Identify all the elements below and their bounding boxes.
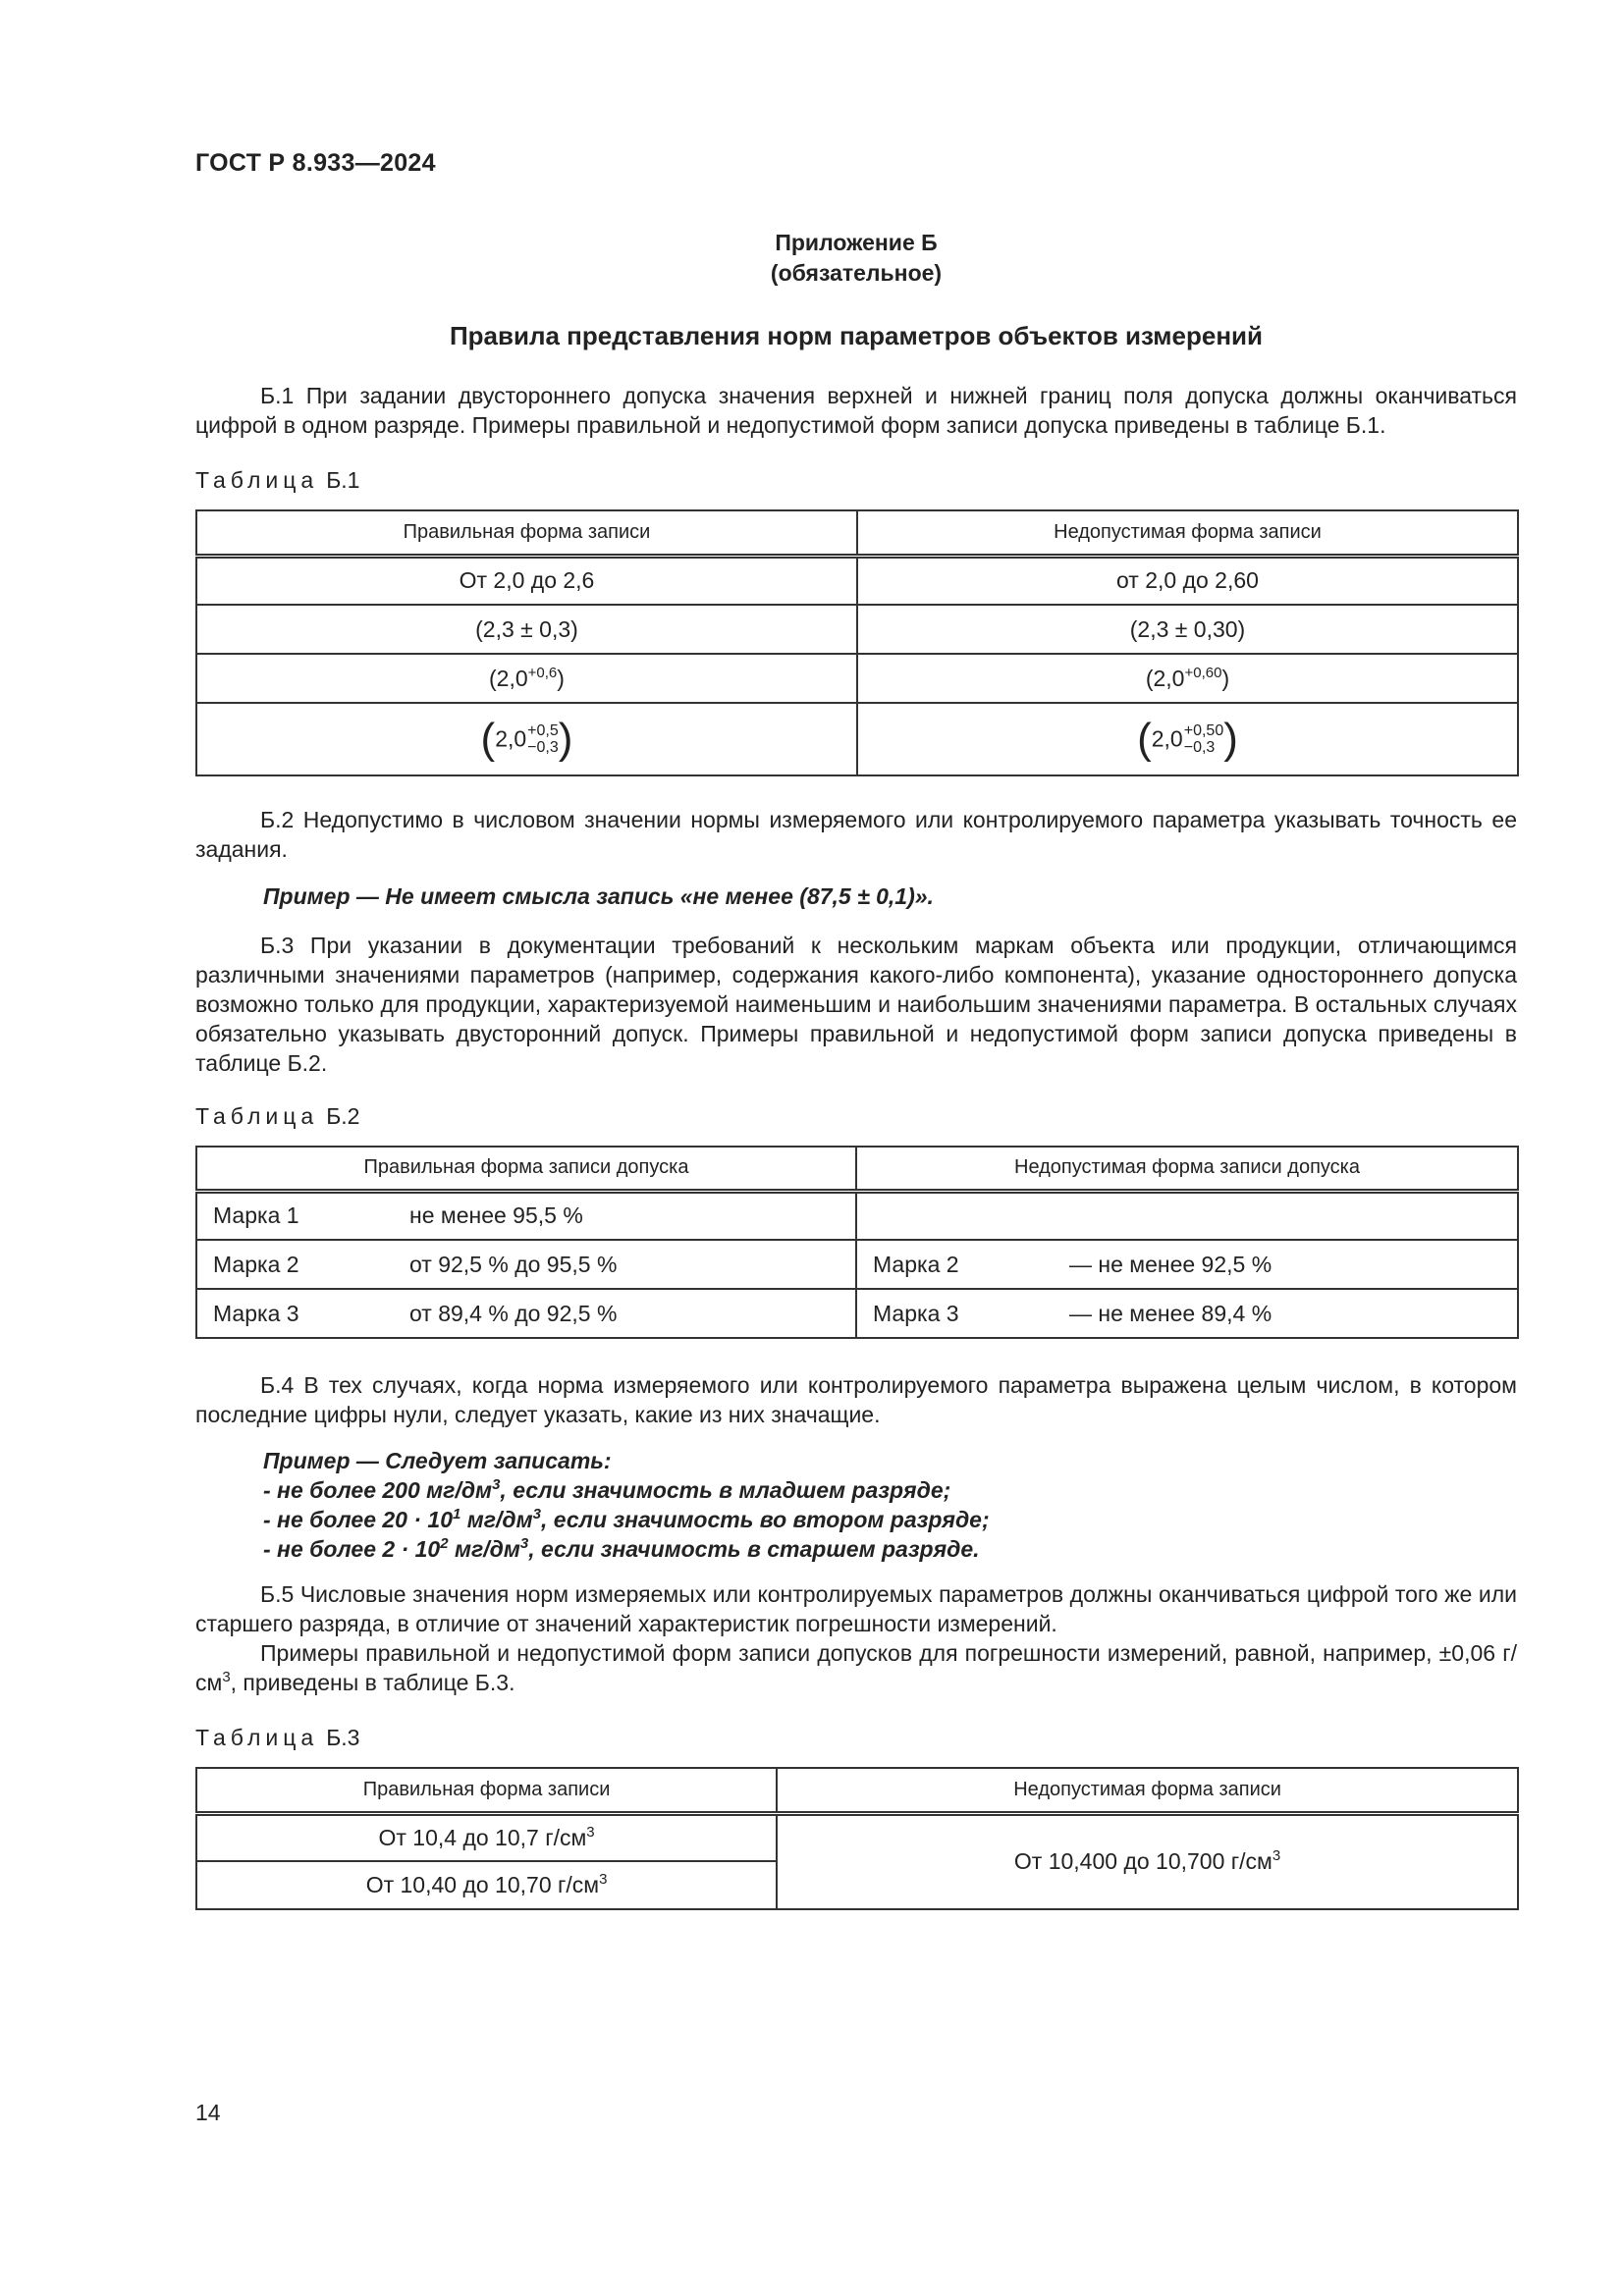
table1-cell bbox=[857, 703, 1518, 775]
tolerance-base: 2,0 bbox=[495, 725, 527, 752]
table1-cell: от 2,0 до 2,60 bbox=[857, 556, 1518, 605]
page-number: 14 bbox=[195, 2100, 221, 2125]
paren-close: ) bbox=[558, 715, 573, 763]
exponent: 3 bbox=[222, 1669, 231, 1685]
tolerance-stack bbox=[527, 722, 559, 756]
example-line-2 bbox=[263, 1505, 990, 1534]
table1-header-row bbox=[196, 510, 1518, 556]
table-row bbox=[196, 1191, 1518, 1240]
paren-close: ) bbox=[1223, 715, 1238, 763]
section-b4 bbox=[195, 1370, 1517, 1429]
table3-caption-word: Таблица bbox=[195, 1725, 319, 1750]
section-b5-p2-text: Примеры правильной и недопустимой форм записи допусков для погрешности измерений, равной, например, ±0,06 г/см bbox=[195, 1640, 1517, 1695]
table1-caption-word: Таблица bbox=[195, 467, 319, 493]
table1-cell bbox=[857, 654, 1518, 703]
table2-cell bbox=[196, 1191, 856, 1240]
table1-cell: От 2,0 до 2,6 bbox=[196, 556, 857, 605]
appendix-heading bbox=[195, 228, 1517, 289]
paren-open: ( bbox=[1137, 715, 1152, 763]
tolerance-upper: +0,6 bbox=[527, 664, 558, 681]
example-text: - не более 200 мг/дм bbox=[263, 1477, 493, 1503]
table3-cell-merged bbox=[777, 1813, 1518, 1909]
tolerance-close: ) bbox=[1221, 665, 1230, 691]
table3-cell bbox=[196, 1861, 777, 1909]
table2-cell bbox=[196, 1240, 856, 1289]
example-text: , если значимость в старшем разряде. bbox=[528, 1536, 980, 1562]
table-row bbox=[196, 1240, 1518, 1289]
tolerance-upper: +0,60 bbox=[1184, 664, 1222, 681]
section-b3 bbox=[195, 931, 1517, 1078]
appendix-status: (обязательное) bbox=[770, 260, 943, 286]
grade-label: Марка 3 bbox=[873, 1300, 959, 1326]
section-b2-example: Пример — Не имеет смысла запись «не менее (87,5 ± 0,1)». bbox=[263, 883, 934, 909]
example-text: мг/дм bbox=[460, 1507, 533, 1532]
table3-cell-text: От 10,400 до 10,700 г/см bbox=[1013, 1848, 1272, 1875]
table3-cell bbox=[196, 1813, 777, 1861]
example-line-3 bbox=[263, 1534, 990, 1564]
table1-header-right: Недопустимая форма записи bbox=[857, 510, 1518, 556]
table1-caption-number: Б.1 bbox=[326, 467, 360, 493]
example-text: мг/дм bbox=[448, 1536, 520, 1562]
appendix-label: Приложение Б bbox=[775, 230, 938, 255]
tolerance-close: ) bbox=[557, 665, 565, 691]
section-b5-p2 bbox=[195, 1638, 1517, 1697]
document-code: ГОСТ Р 8.933—2024 bbox=[195, 149, 436, 177]
table2-header-row bbox=[196, 1147, 1518, 1191]
table1-cell: (2,3 ± 0,3) bbox=[196, 605, 857, 654]
grade-value: — не менее 92,5 % bbox=[1069, 1251, 1272, 1277]
appendix-title: Правила представления норм параметров объектов измерений bbox=[449, 321, 1264, 350]
exponent: 2 bbox=[440, 1535, 449, 1552]
table-row bbox=[196, 654, 1518, 703]
section-b3-text: Б.3 При указании в документации требований к нескольким маркам объекта или продукции, отличающимся различными значениями параметров (например, содержания какого-либо компонента), указание одностороннего допуска возможно только для продукции, характеризуемой наименьшим и наибольшим значениями параметра. В остальных случаях обязательно указывать двусторонний допуск. Примеры правильной и недопустимой форм записи допуска приведены в таблице Б.2. bbox=[195, 933, 1517, 1076]
grade-value: от 89,4 % до 92,5 % bbox=[409, 1300, 618, 1326]
table2-header-left: Правильная форма записи допуска bbox=[196, 1147, 856, 1191]
exponent: 3 bbox=[532, 1506, 541, 1522]
table1-cell bbox=[196, 703, 857, 775]
table3-caption bbox=[195, 1725, 359, 1751]
grade-label: Марка 2 bbox=[213, 1251, 299, 1277]
section-b2 bbox=[195, 805, 1517, 864]
section-b5-text: Б.5 Числовые значения норм измеряемых или контролируемых параметров должны оканчиваться цифрой того же или старшего разряда, в отличие от значений характеристик погрешности измерений. bbox=[195, 1581, 1517, 1636]
section-b5 bbox=[195, 1579, 1517, 1638]
table2-caption bbox=[195, 1103, 359, 1130]
tolerance-upper: +0,50 bbox=[1183, 722, 1224, 739]
table1-cell: (2,3 ± 0,30) bbox=[857, 605, 1518, 654]
table1-caption bbox=[195, 467, 359, 494]
table1-header-left: Правильная форма записи bbox=[196, 510, 857, 556]
exponent: 3 bbox=[492, 1476, 501, 1493]
tolerance-base: (2,0 bbox=[1145, 665, 1185, 691]
section-b1-text: Б.1 При задании двустороннего допуска значения верхней и нижней границ поля допуска должны оканчиваться цифрой в одном разряде. Примеры правильной и недопустимой форм записи допуска приведены в таблице Б.1. bbox=[195, 383, 1517, 438]
tolerance-base: (2,0 bbox=[489, 665, 528, 691]
table2-caption-word: Таблица bbox=[195, 1103, 319, 1129]
section-b2-text: Б.2 Недопустимо в числовом значении нормы измеряемого или контролируемого параметра указывать точность ее задания. bbox=[195, 807, 1517, 862]
tolerance-lower: −0,3 bbox=[527, 739, 559, 756]
table2-caption-number: Б.2 bbox=[326, 1103, 360, 1129]
example-text: , если значимость во втором разряде; bbox=[541, 1507, 990, 1532]
table-row bbox=[196, 1289, 1518, 1338]
table3-header-row bbox=[196, 1768, 1518, 1813]
exponent: 3 bbox=[1272, 1847, 1281, 1865]
table-row bbox=[196, 605, 1518, 654]
grade-label: Марка 3 bbox=[213, 1300, 299, 1326]
grade-value: не менее 95,5 % bbox=[409, 1202, 583, 1229]
table1-cell bbox=[196, 654, 857, 703]
section-b4-text: Б.4 В тех случаях, когда норма измеряемого или контролируемого параметра выражена целым числом, в котором последние цифры нули, следует указать, какие из них значащие. bbox=[195, 1372, 1517, 1427]
exponent: 3 bbox=[586, 1823, 595, 1841]
tolerance-lower: −0,3 bbox=[1183, 739, 1216, 756]
table3-cell-text: От 10,4 до 10,7 г/см bbox=[378, 1824, 587, 1850]
example-text: - не более 2 · 10 bbox=[263, 1536, 441, 1562]
table2-cell bbox=[856, 1191, 1518, 1240]
section-b4-example bbox=[263, 1446, 990, 1564]
table-b1 bbox=[195, 509, 1519, 776]
table-b2 bbox=[195, 1146, 1519, 1339]
tolerance-upper: +0,5 bbox=[527, 722, 559, 739]
table3-cell-text: От 10,40 до 10,70 г/см bbox=[365, 1872, 600, 1897]
table-row bbox=[196, 703, 1518, 775]
table2-cell bbox=[196, 1289, 856, 1338]
example-text: , если значимость в младшем разряде; bbox=[500, 1477, 951, 1503]
table-row bbox=[196, 556, 1518, 605]
example-line-1 bbox=[263, 1475, 990, 1505]
table3-header-right: Недопустимая форма записи bbox=[777, 1768, 1518, 1813]
exponent: 1 bbox=[453, 1506, 461, 1522]
section-b5-p2-text-end: , приведены в таблице Б.3. bbox=[230, 1670, 515, 1695]
section-b1 bbox=[195, 381, 1517, 440]
table3-header-left: Правильная форма записи bbox=[196, 1768, 777, 1813]
example-text: - не более 20 · 10 bbox=[263, 1507, 453, 1532]
table2-cell bbox=[856, 1240, 1518, 1289]
tolerance-stack bbox=[1184, 722, 1223, 756]
table-b3 bbox=[195, 1767, 1519, 1910]
exponent: 3 bbox=[599, 1871, 608, 1888]
grade-label: Марка 1 bbox=[213, 1202, 299, 1229]
paren-open: ( bbox=[480, 715, 496, 763]
table2-header-right: Недопустимая форма записи допуска bbox=[856, 1147, 1518, 1191]
exponent: 3 bbox=[519, 1535, 529, 1552]
grade-value: — не менее 89,4 % bbox=[1069, 1300, 1272, 1326]
table2-cell bbox=[856, 1289, 1518, 1338]
grade-label: Марка 2 bbox=[873, 1251, 959, 1277]
table-row bbox=[196, 1813, 1518, 1861]
grade-value: от 92,5 % до 95,5 % bbox=[409, 1251, 618, 1277]
table3-caption-number: Б.3 bbox=[326, 1725, 360, 1750]
tolerance-base: 2,0 bbox=[1151, 725, 1183, 752]
example-lead: Пример — Следует записать: bbox=[263, 1448, 612, 1473]
